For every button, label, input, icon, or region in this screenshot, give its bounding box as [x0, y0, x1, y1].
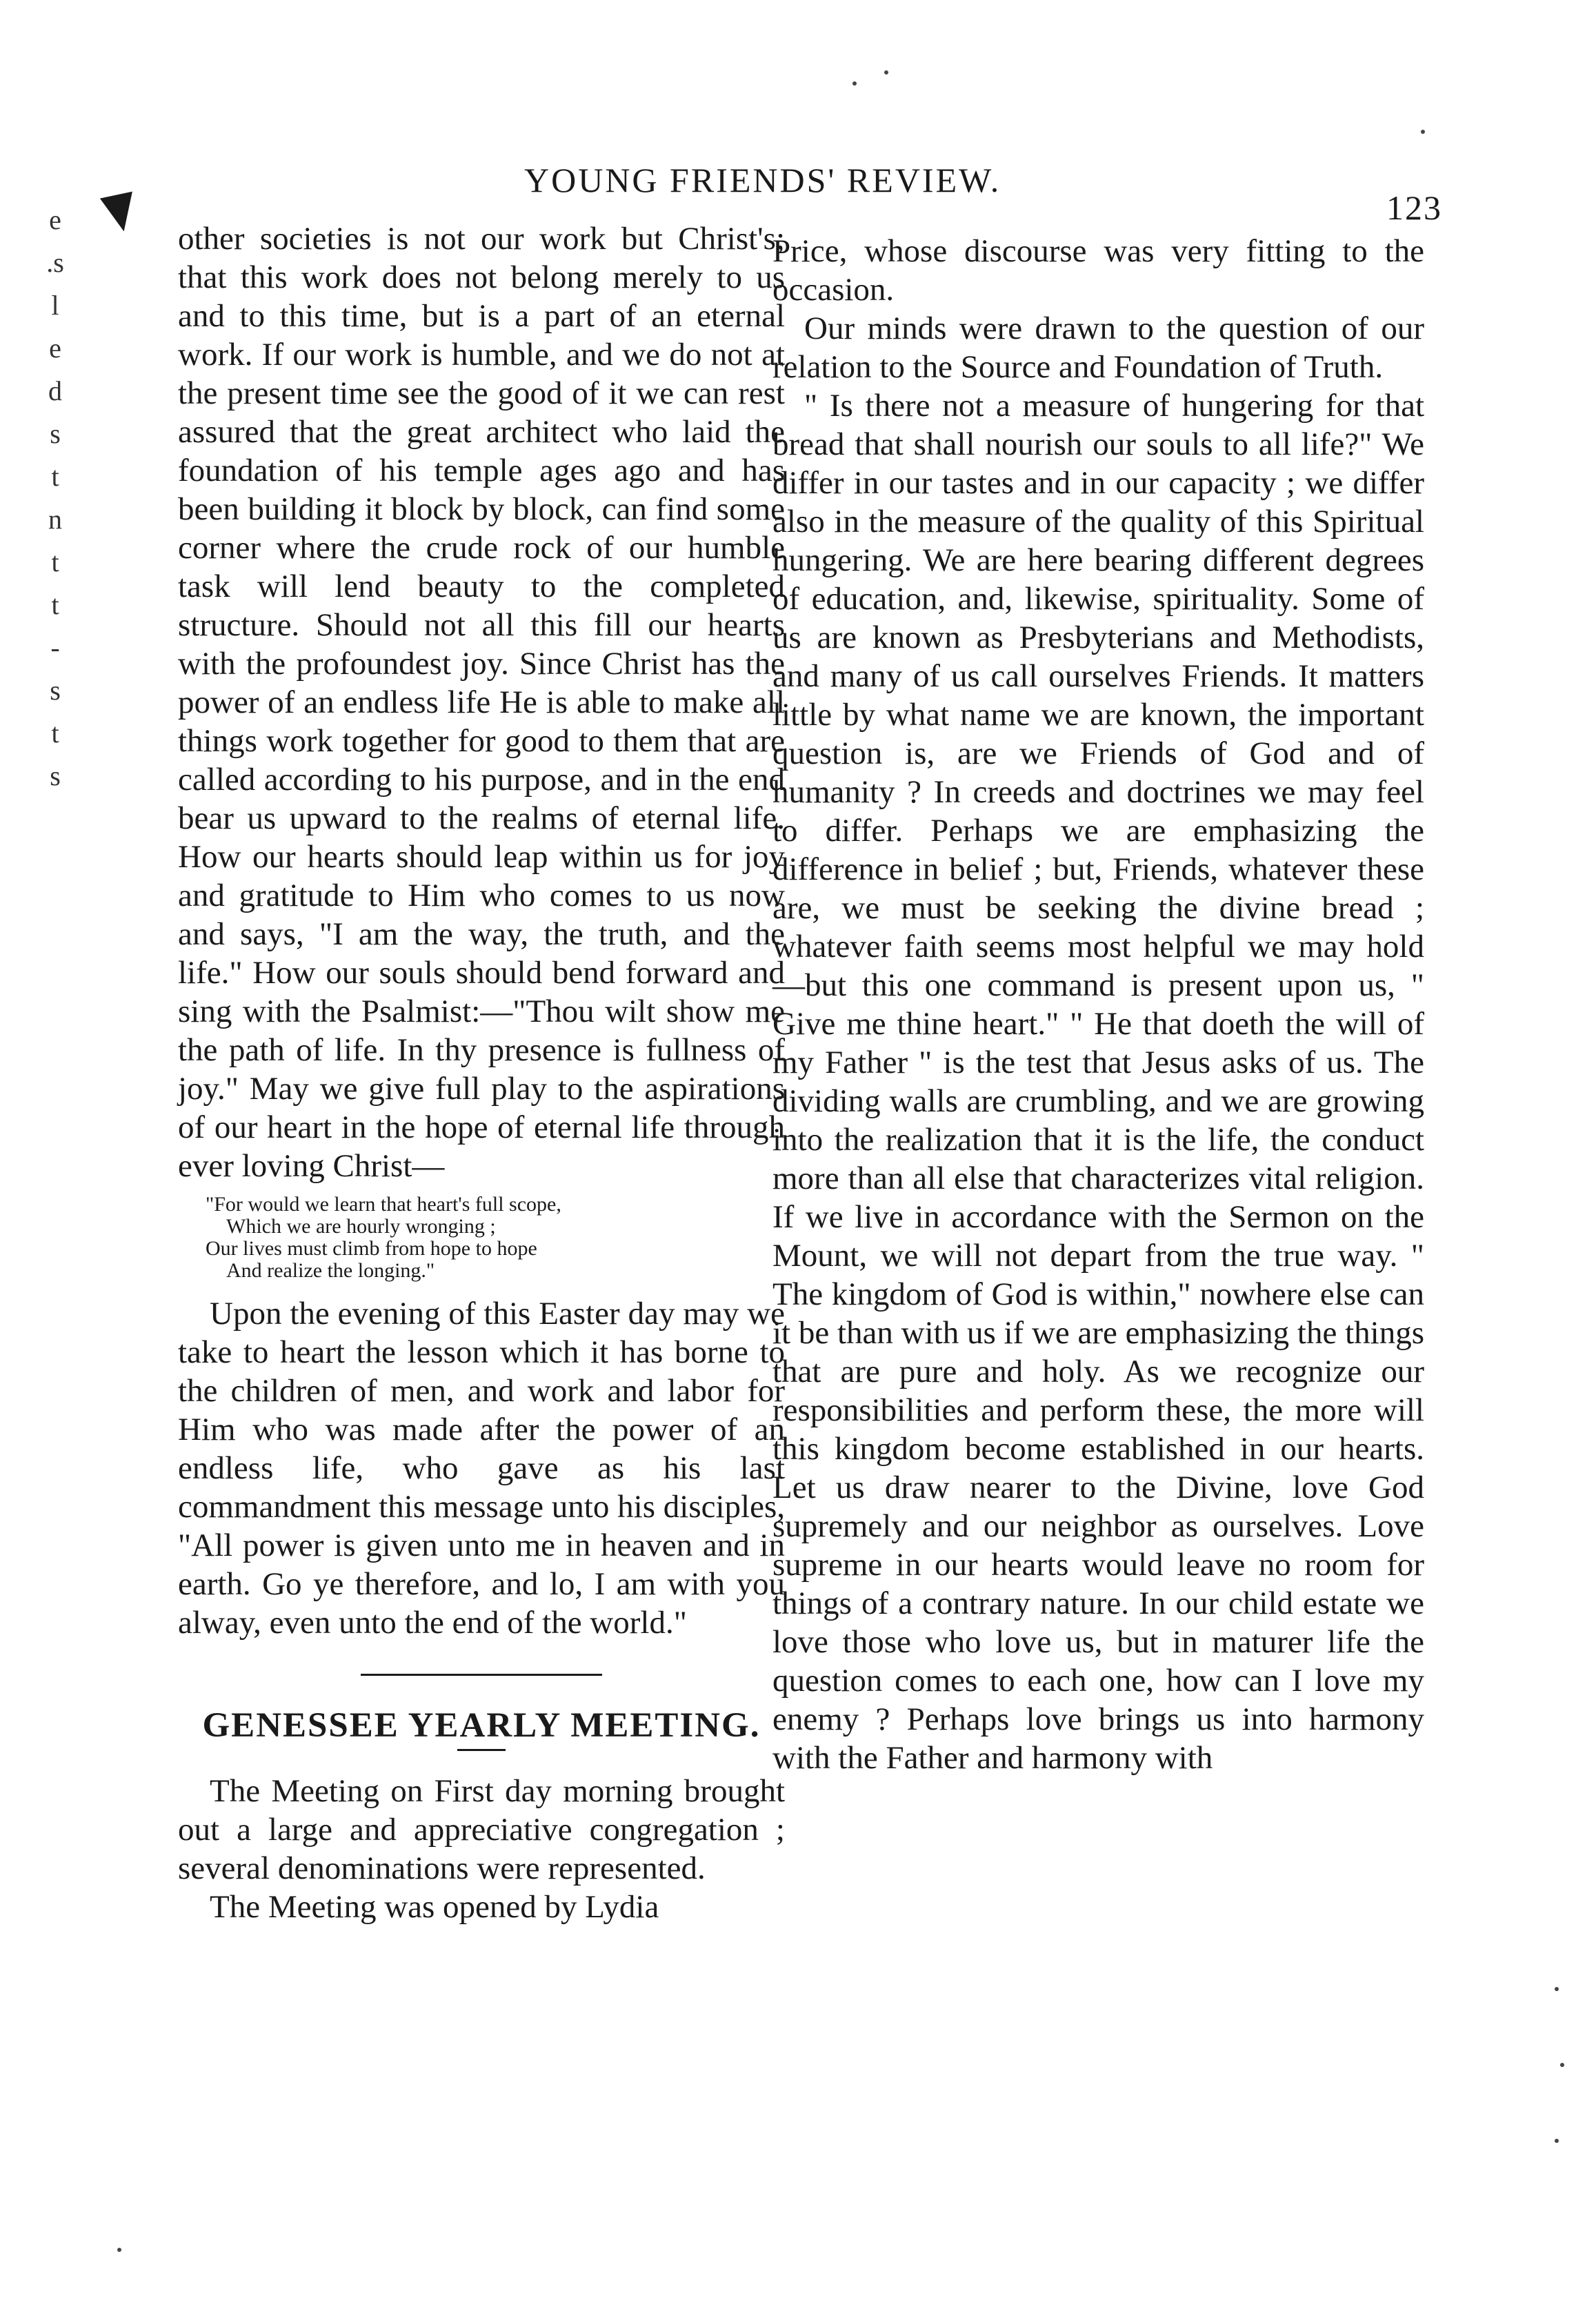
scan-speck — [884, 70, 888, 75]
margin-fragment: e — [49, 204, 61, 235]
poem-line: Our lives must climb from hope to hope — [206, 1237, 537, 1260]
scan-speck — [117, 2248, 121, 2252]
margin-fragment: d — [48, 375, 62, 406]
scan-speck — [1555, 2139, 1559, 2143]
scan-speck — [1555, 1987, 1559, 1991]
heading-underline — [457, 1749, 506, 1751]
margin-fragment: - — [50, 632, 60, 663]
margin-fragment: n — [48, 504, 62, 535]
margin-fragment: t — [51, 546, 59, 577]
poem-line: And realize the longing." — [226, 1259, 435, 1282]
margin-fragment: s — [50, 675, 61, 706]
margin-fragment: .s — [46, 247, 64, 278]
margin-fragment: t — [51, 589, 59, 620]
margin-fragment: l — [51, 290, 59, 321]
left-column — [178, 219, 785, 1926]
body-paragraph: The Meeting was opened by Lydia — [210, 1889, 659, 1925]
section-heading: GENESSEE YEARLY MEETING. — [202, 1706, 761, 1745]
margin-fragment: s — [50, 418, 61, 449]
margin-fragment: e — [49, 333, 61, 364]
body-paragraph: " Is there not a measure of hungering for that bread that shall nourish our souls to all life?" We differ in our tastes and in our capacity ; we differ also in the measure of the quality of this Spiritual hungering. We are here bearing different degrees of education, and, likewise, spirituality. Some of us are known as Presbyterians and Methodists, and many of us call ourselves Friends. It matters little by what name we are known, the important question is, are we Friends of God and of humanity ? In creeds and doctrines we may feel to differ. Perhaps we are emphasizing the difference in belief ; but, Friends, whatever these are, we must be seeking the divine bread ; whatever faith seems most helpful we may hold—but this one command is present upon us, " Give me thine heart." " He that doeth the will of my Father " is the test that Jesus asks of us. The dividing walls are crumbling, and we are growing into the realization that it is the life, the conduct more than all else that characterizes vital religion. If we live in accordance with the Sermon on the Mount, we will not depart from the true way. " The kingdom of God is within," nowhere else can it be than with us if we are emphasizing the things that are pure and holy. As we recognize our responsibilities and perform these, the more will this kingdom become established in our hearts. Let us draw nearer to the Divine, love God supremely and our neighbor as ourselves. Love supreme in our hearts would leave no room for things of a contrary nature. In our child estate we love those who love us, but in maturer life the question comes to each one, how can I love my enemy ? Perhaps love brings us into harmony with the Father and harmony with — [772, 388, 1425, 1776]
scan-speck — [1560, 2063, 1564, 2067]
corner-mark — [100, 192, 140, 235]
body-paragraph: The Meeting on First day morning brought out a large and appreciative congregation ; several denominations were represented. — [178, 1773, 785, 1886]
poem-quotation — [206, 1194, 785, 1282]
body-paragraph: Price, whose discourse was very fitting to the occasion. — [772, 233, 1424, 308]
margin-fragment: s — [50, 760, 61, 791]
poem-line: "For would we learn that heart's full scope, — [206, 1193, 561, 1216]
scan-speck — [852, 81, 857, 86]
left-margin-fragments — [41, 199, 69, 798]
scan-speck — [1421, 130, 1425, 134]
margin-fragment: t — [51, 461, 59, 492]
section-divider — [361, 1674, 602, 1676]
body-paragraph: Upon the evening of this Easter day may we take to heart the lesson which it has borne to the children of men, and work and labor for Him who was made after the power of an endless life, who gave as his last commandment this message unto his disciples, "All power is given unto me in heaven and in earth. Go ye therefore, and lo, I am with you alway, even unto the end of the world." — [178, 1296, 785, 1641]
body-paragraph: Our minds were drawn to the question of our relation to the Source and Foundation of Truth. — [772, 310, 1424, 385]
page-number: 123 — [1386, 188, 1442, 227]
margin-fragment: t — [51, 718, 59, 749]
right-column — [772, 232, 1424, 1777]
running-head: YOUNG FRIENDS' REVIEW. — [524, 161, 1001, 199]
body-paragraph: other societies is not our work but Christ's; that this work does not belong merely to us and to this time, but is a part of an eternal work. If our work is humble, and we do not at the present time see the good of it we can rest assured that the great architect who laid the foundation of his temple ages ago and has been building it block by block, can find some corner where the crude rock of our humble task will lend beauty to the completed structure. Should not all this fill our hearts with the profoundest joy. Since Christ has the power of an endless life He is able to make all things work together for good to them that are called according to his purpose, and in the end bear us upward to the realms of eternal life. How our hearts should leap within us for joy and gratitude to Him who comes to us now and says, "I am the way, the truth, and the life." How our souls should bend forward and sing with the Psalmist:—"Thou wilt show me the path of life. In thy presence is fullness of joy." May we give full play to the aspirations of our heart in the hope of eternal life through ever loving Christ— — [178, 221, 785, 1184]
poem-line: Which we are hourly wronging ; — [226, 1215, 496, 1238]
